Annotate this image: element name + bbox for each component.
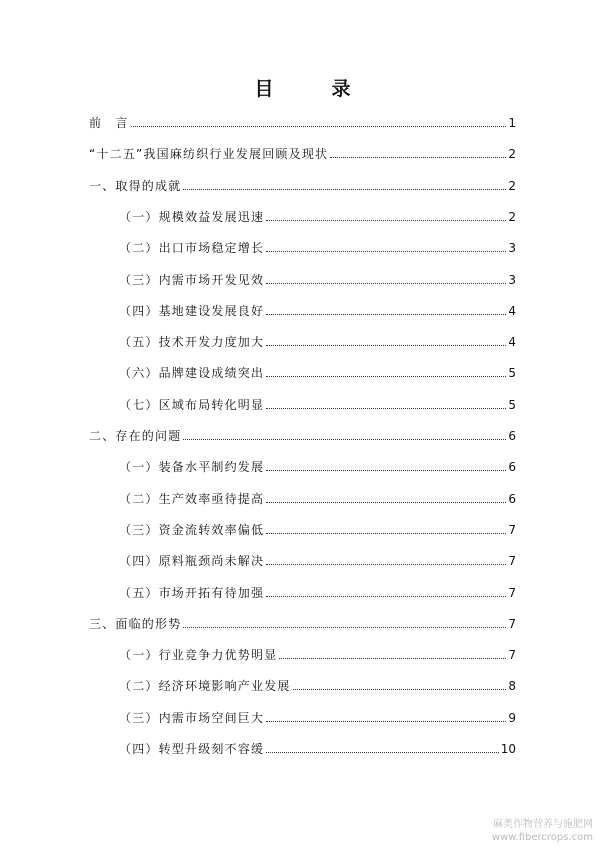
toc-dot-leader [266,564,506,565]
toc-dot-leader [266,721,506,722]
watermark-url: www.fibercrops.com [491,832,593,843]
toc-entry[interactable] [119,708,516,726]
toc-entry-label: （五）市场开拓有待加强 [119,586,265,600]
toc-entry-page-number: 2 [508,210,516,224]
toc-dot-leader [266,376,506,377]
toc-entry-label: 三、面临的形势 [89,617,182,631]
toc-dot-leader [266,502,506,503]
toc-dot-leader [266,314,506,315]
toc-entry[interactable] [119,520,516,538]
toc-entry-page-number: 10 [500,742,516,756]
toc-entry-page-number: 4 [508,335,516,349]
toc-entry-page-number: 7 [508,523,516,537]
toc-entry-label: （三）内需市场空间巨大 [119,711,265,725]
toc-dot-leader [266,596,506,597]
watermark-site-name: 麻类作物营养与施肥网 [493,819,593,830]
toc-entry-page-number: 5 [508,366,516,380]
page-title: 目录 [254,78,409,100]
toc-dot-leader [266,408,506,409]
toc-entry-label: 一、取得的成就 [89,179,182,193]
toc-entry-page-number: 2 [508,179,516,193]
toc-entry-page-number: 3 [508,241,516,255]
toc-entry[interactable] [119,645,516,663]
toc-entry-page-number: 6 [508,492,516,506]
toc-entry-page-number: 6 [508,460,516,474]
toc-entry-label: （一）装备水平制约发展 [119,460,265,474]
toc-entry-label: （一）行业竞争力优势明显 [119,648,278,662]
toc-entry[interactable] [89,113,516,131]
toc-entry[interactable] [119,739,516,757]
toc-entry-label: （三）内需市场开发见效 [119,273,265,287]
toc-entry[interactable] [119,583,516,601]
toc-entry[interactable] [119,457,516,475]
toc-entry-label: （四）原料瓶颈尚未解决 [119,554,265,568]
toc-entry-page-number: 1 [508,116,516,130]
toc-entry-page-number: 2 [508,147,516,161]
toc-entry-label: （五）技术开发力度加大 [119,335,265,349]
site-watermark [492,818,593,844]
toc-dot-leader [293,689,507,690]
toc-entry-page-number: 8 [508,679,516,693]
toc-dot-leader [266,345,506,346]
toc-dot-leader [266,752,499,753]
toc-dot-leader [279,658,506,659]
toc-entry[interactable] [119,270,516,288]
toc-entry[interactable] [119,395,516,413]
toc-dot-leader [266,283,506,284]
toc-entry-page-number: 7 [508,554,516,568]
toc-entry-label: （七）区域布局转化明显 [119,398,265,412]
toc-dot-leader [183,439,506,440]
toc-entry[interactable] [89,426,516,444]
toc-dot-leader [266,533,506,534]
toc-dot-leader [266,470,506,471]
toc-entry[interactable] [89,144,516,162]
toc-entry-label: 二、存在的问题 [89,429,182,443]
toc-dot-leader [266,251,506,252]
toc-entry-label: （二）生产效率亟待提高 [119,492,265,506]
toc-entry[interactable] [119,363,516,381]
toc-entry-label: （一）规模效益发展迅速 [119,210,265,224]
toc-dot-leader [183,627,506,628]
toc-entry-page-number: 3 [508,273,516,287]
toc-entry-label: （四）转型升级刻不容缓 [119,742,265,756]
toc-entry-page-number: 4 [508,304,516,318]
toc-entry-page-number: 5 [508,398,516,412]
toc-entry[interactable] [119,207,516,225]
toc-dot-leader [131,126,507,127]
toc-dot-leader [330,157,506,158]
toc-entry[interactable] [119,301,516,319]
toc-entry-label: （六）品牌建设成绩突出 [119,366,265,380]
toc-entry-page-number: 9 [508,711,516,725]
toc-entry[interactable] [119,332,516,350]
toc-entry-label: （二）出口市场稳定增长 [119,241,265,255]
toc-entry-label: （三）资金流转效率偏低 [119,523,265,537]
toc-entry-page-number: 7 [508,648,516,662]
toc-entry-label: （四）基地建设发展良好 [119,304,265,318]
toc-entry-page-number: 7 [508,586,516,600]
toc-entry[interactable] [89,614,516,632]
toc-dot-leader [183,189,506,190]
toc-dot-leader [266,220,506,221]
toc-entry-label: 前 言 [89,116,129,130]
toc-entry-label: “十二五”我国麻纺织行业发展回顾及现状 [89,147,329,161]
toc-entry-label: （二）经济环境影响产业发展 [119,679,291,693]
toc-entry[interactable] [89,176,516,194]
toc-entry[interactable] [119,551,516,569]
toc-entry[interactable] [119,238,516,256]
toc-entry[interactable] [119,489,516,507]
toc-entry-page-number: 7 [508,617,516,631]
toc-entry-page-number: 6 [508,429,516,443]
toc-entry[interactable] [119,676,516,694]
